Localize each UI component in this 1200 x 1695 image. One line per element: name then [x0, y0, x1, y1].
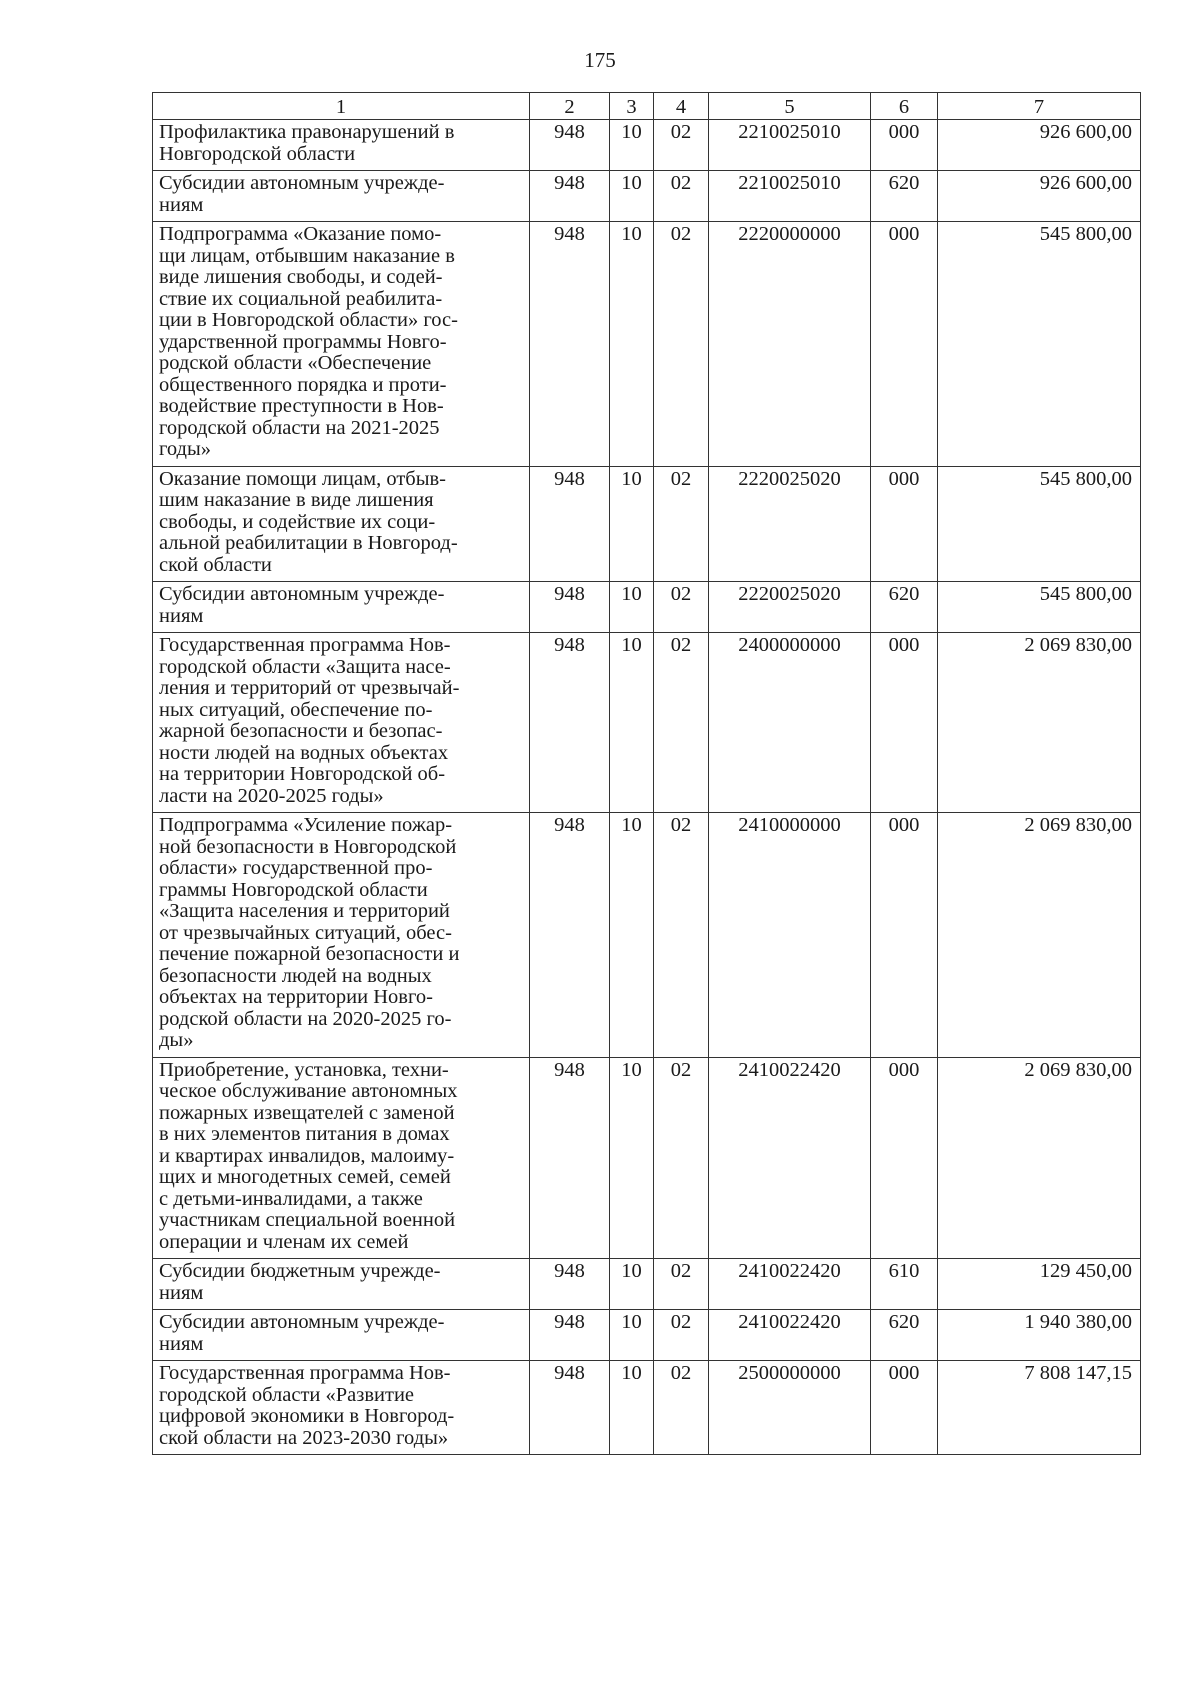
code-cell-4: 02 [654, 1057, 709, 1259]
code-cell-2: 948 [530, 1057, 610, 1259]
row-name-cell [153, 813, 530, 1058]
code-cell-3: 10 [610, 813, 654, 1058]
budget-table [152, 92, 1141, 1455]
row-name: Государственная программа Нов- городской области «Защита насе- ления и территорий от чрезвычай- ных ситуаций, обеспечение по- жарной безопасности и безопас- ности людей на водных объектах на территории Новгородской об- ласти на 2020-2025 годы» [159, 634, 460, 807]
row-name: Субсидии автономным учрежде- ниям [159, 1311, 445, 1355]
code-cell-6: 620 [871, 171, 938, 222]
code-cell-3: 10 [610, 466, 654, 582]
code-cell-4: 02 [654, 466, 709, 582]
table-row [153, 813, 1141, 1058]
code-cell-5: 2410022420 [709, 1057, 871, 1259]
row-name-cell [153, 466, 530, 582]
code-cell-3: 10 [610, 1057, 654, 1259]
code-cell-5: 2400000000 [709, 633, 871, 813]
code-cell-6: 000 [871, 222, 938, 467]
table-body [153, 120, 1141, 1455]
code-cell-6: 000 [871, 633, 938, 813]
row-name-cell [153, 1057, 530, 1259]
code-cell-5: 2410000000 [709, 813, 871, 1058]
column-header-7: 7 [938, 93, 1141, 120]
table-row [153, 120, 1141, 171]
code-cell-4: 02 [654, 813, 709, 1058]
table-header [153, 93, 1141, 120]
code-cell-3: 10 [610, 120, 654, 171]
code-cell-3: 10 [610, 1361, 654, 1455]
row-name: Оказание помощи лицам, отбыв- шим наказание в виде лишения свободы, и содействие их соци- альной реабилитации в Новгород- ской области [159, 467, 458, 576]
code-cell-6: 620 [871, 582, 938, 633]
row-name: Подпрограмма «Оказание помо- щи лицам, отбывшим наказание в виде лишения свободы, и содей- ствие их социальной реабилита- ции в Новгородской области» гос- ударственной программы Новго- родской области «Обеспечение общественного порядка и проти- водействие преступности в Нов- городской области на 2021-2025 годы» [159, 223, 458, 460]
row-name-cell [153, 1361, 530, 1455]
code-cell-2: 948 [530, 1310, 610, 1361]
code-cell-6: 000 [871, 120, 938, 171]
code-cell-3: 10 [610, 171, 654, 222]
amount-cell: 2 069 830,00 [938, 813, 1141, 1058]
code-cell-3: 10 [610, 1259, 654, 1310]
amount-cell: 1 940 380,00 [938, 1310, 1141, 1361]
code-cell-6: 000 [871, 1361, 938, 1455]
amount-cell: 926 600,00 [938, 120, 1141, 171]
table-row [153, 633, 1141, 813]
code-cell-6: 620 [871, 1310, 938, 1361]
row-name: Подпрограмма «Усиление пожар- ной безопасности в Новгородской области» государственной про- граммы Новгородской области «Защита населения и территорий от чрезвычайных ситуаций, обес- печение пожарной безопасности и безопасности людей на водных объектах на территории Новго- родской области на 2020-2025 го- ды» [159, 814, 460, 1051]
row-name-cell [153, 582, 530, 633]
code-cell-2: 948 [530, 222, 610, 467]
code-cell-6: 000 [871, 1057, 938, 1259]
table-row [153, 1361, 1141, 1455]
column-header-4: 4 [654, 93, 709, 120]
amount-cell: 2 069 830,00 [938, 1057, 1141, 1259]
code-cell-3: 10 [610, 222, 654, 467]
code-cell-4: 02 [654, 222, 709, 467]
amount-cell: 2 069 830,00 [938, 633, 1141, 813]
header-row [153, 93, 1141, 120]
code-cell-4: 02 [654, 633, 709, 813]
code-cell-2: 948 [530, 582, 610, 633]
code-cell-2: 948 [530, 171, 610, 222]
code-cell-2: 948 [530, 1259, 610, 1310]
amount-cell: 926 600,00 [938, 171, 1141, 222]
table-row [153, 1057, 1141, 1259]
column-header-3: 3 [610, 93, 654, 120]
code-cell-5: 2210025010 [709, 171, 871, 222]
code-cell-5: 2220000000 [709, 222, 871, 467]
amount-cell: 7 808 147,15 [938, 1361, 1141, 1455]
row-name-cell [153, 120, 530, 171]
code-cell-5: 2210025010 [709, 120, 871, 171]
table-row [153, 171, 1141, 222]
row-name-cell [153, 633, 530, 813]
code-cell-5: 2220025020 [709, 582, 871, 633]
code-cell-6: 000 [871, 813, 938, 1058]
table-row [153, 222, 1141, 467]
row-name: Субсидии автономным учрежде- ниям [159, 172, 445, 216]
row-name-cell [153, 171, 530, 222]
amount-cell: 545 800,00 [938, 582, 1141, 633]
row-name: Государственная программа Нов- городской области «Развитие цифровой экономики в Новгород- ской области на 2023-2030 годы» [159, 1362, 455, 1449]
amount-cell: 545 800,00 [938, 222, 1141, 467]
row-name-cell [153, 1310, 530, 1361]
code-cell-4: 02 [654, 1361, 709, 1455]
amount-cell: 545 800,00 [938, 466, 1141, 582]
row-name: Профилактика правонарушений в Новгородской области [159, 121, 455, 165]
code-cell-2: 948 [530, 633, 610, 813]
table-row [153, 1259, 1141, 1310]
code-cell-4: 02 [654, 120, 709, 171]
code-cell-6: 610 [871, 1259, 938, 1310]
code-cell-6: 000 [871, 466, 938, 582]
code-cell-2: 948 [530, 1361, 610, 1455]
code-cell-3: 10 [610, 1310, 654, 1361]
row-name: Субсидии автономным учрежде- ниям [159, 583, 445, 627]
code-cell-2: 948 [530, 813, 610, 1058]
table-row [153, 466, 1141, 582]
column-header-2: 2 [530, 93, 610, 120]
row-name-cell [153, 1259, 530, 1310]
page-number: 175 [584, 48, 616, 72]
code-cell-4: 02 [654, 1310, 709, 1361]
code-cell-2: 948 [530, 466, 610, 582]
code-cell-5: 2220025020 [709, 466, 871, 582]
column-header-1: 1 [153, 93, 530, 120]
code-cell-5: 2500000000 [709, 1361, 871, 1455]
row-name: Субсидии бюджетным учрежде- ниям [159, 1260, 441, 1304]
code-cell-4: 02 [654, 171, 709, 222]
column-header-5: 5 [709, 93, 871, 120]
code-cell-2: 948 [530, 120, 610, 171]
row-name-cell [153, 222, 530, 467]
code-cell-5: 2410022420 [709, 1259, 871, 1310]
code-cell-3: 10 [610, 633, 654, 813]
table-row [153, 582, 1141, 633]
code-cell-4: 02 [654, 582, 709, 633]
code-cell-4: 02 [654, 1259, 709, 1310]
amount-cell: 129 450,00 [938, 1259, 1141, 1310]
code-cell-3: 10 [610, 582, 654, 633]
column-header-6: 6 [871, 93, 938, 120]
code-cell-5: 2410022420 [709, 1310, 871, 1361]
row-name: Приобретение, установка, техни- ческое обслуживание автономных пожарных извещателей с заменой в них элементов питания в домах и квартирах инвалидов, малоиму- щих и многодетных семей, семей с детьми-инвалидами, а также участникам специальной военной операции и членам их семей [159, 1058, 458, 1253]
table-row [153, 1310, 1141, 1361]
